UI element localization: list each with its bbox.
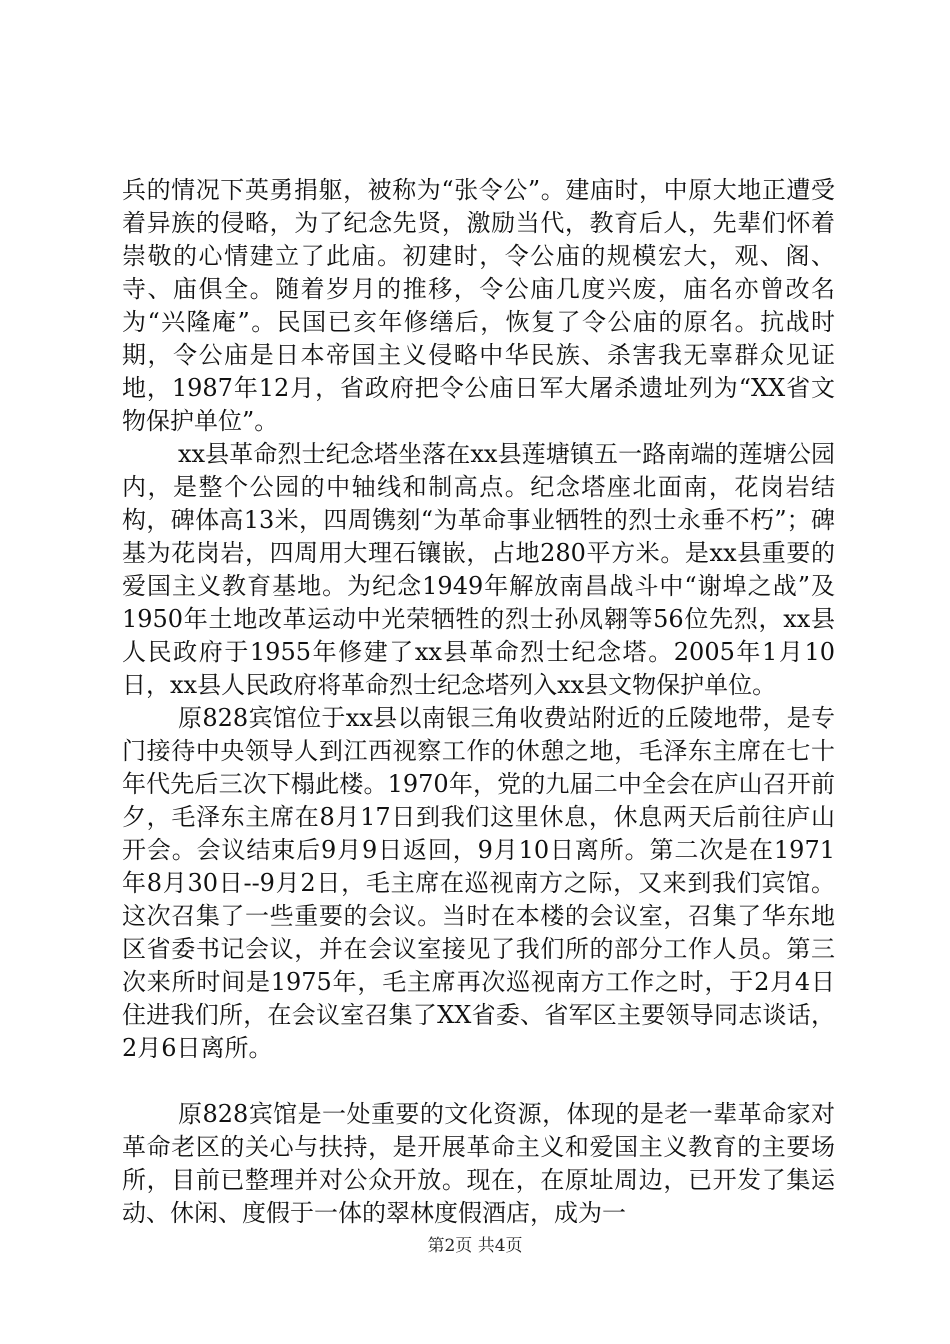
- page-number: 第2页 共4页: [427, 1236, 523, 1256]
- document-body: [122, 174, 835, 1230]
- paragraph-3: 原828宾馆位于xx县以南银三角收费站附近的丘陵地带，是专门接待中央领导人到江西视察工作的休憩之地，毛泽东主席在七十年代先后三次下榻此楼。1970年，党的九届二中全会在庐山召开前夕，毛泽东主席在8月17日到我们这里休息，休息两天后前往庐山开会。会议结束后9月9日返回，9月10日离所。第二次是在1971年8月30日--9月2日，毛主席在巡视南方之际，又来到我们宾馆。这次召集了一些重要的会议。当时在本楼的会议室，召集了华东地区省委书记会议，并在会议室接见了我们所的部分工作人员。第三次来所时间是1975年，毛主席再次巡视南方工作之时，于2月4日住进我们所，在会议室召集了XX省委、省军区主要领导同志谈话，2月6日离所。: [122, 704, 835, 1062]
- paragraph-2: xx县革命烈士纪念塔坐落在xx县莲塘镇五一路南端的莲塘公园内，是整个公园的中轴线和制高点。纪念塔座北面南，花岗岩结构，碑体高13米，四周镌刻“为革命事业牺牲的烈士永垂不朽”；碑基为花岗岩，四周用大理石镶嵌，占地280平方米。是xx县重要的爱国主义教育基地。为纪念1949年解放南昌战斗中“谢埠之战”及1950年土地改革运动中光荣牺牲的烈士孙凤翱等56位先烈，xx县人民政府于1955年修建了xx县革命烈士纪念塔。2005年1月10日，xx县人民政府将革命烈士纪念塔列入xx县文物保护单位。: [122, 440, 835, 699]
- page-footer: [0, 1236, 950, 1256]
- paragraph-1: 兵的情况下英勇捐躯，被称为“张令公”。建庙时，中原大地正遭受着异族的侵略，为了纪念先贤，激励当代，教育后人，先辈们怀着崇敬的心情建立了此庙。初建时，令公庙的规模宏大，观、阁、寺、庙俱全。随着岁月的推移，令公庙几度兴废，庙名亦曾改名为“兴隆庵”。民国已亥年修缮后，恢复了令公庙的原名。抗战时期，令公庙是日本帝国主义侵略中华民族、杀害我无辜群众见证地，1987年12月，省政府把令公庙日军大屠杀遗址列为“XX省文物保护单位”。: [122, 176, 835, 435]
- paragraph-4: 原828宾馆是一处重要的文化资源，体现的是老一辈革命家对革命老区的关心与扶持，是开展革命主义和爱国主义教育的主要场所，目前已整理并对公众开放。现在，在原址周边，已开发了集运动、休闲、度假于一体的翠林度假酒店，成为一: [122, 1100, 835, 1227]
